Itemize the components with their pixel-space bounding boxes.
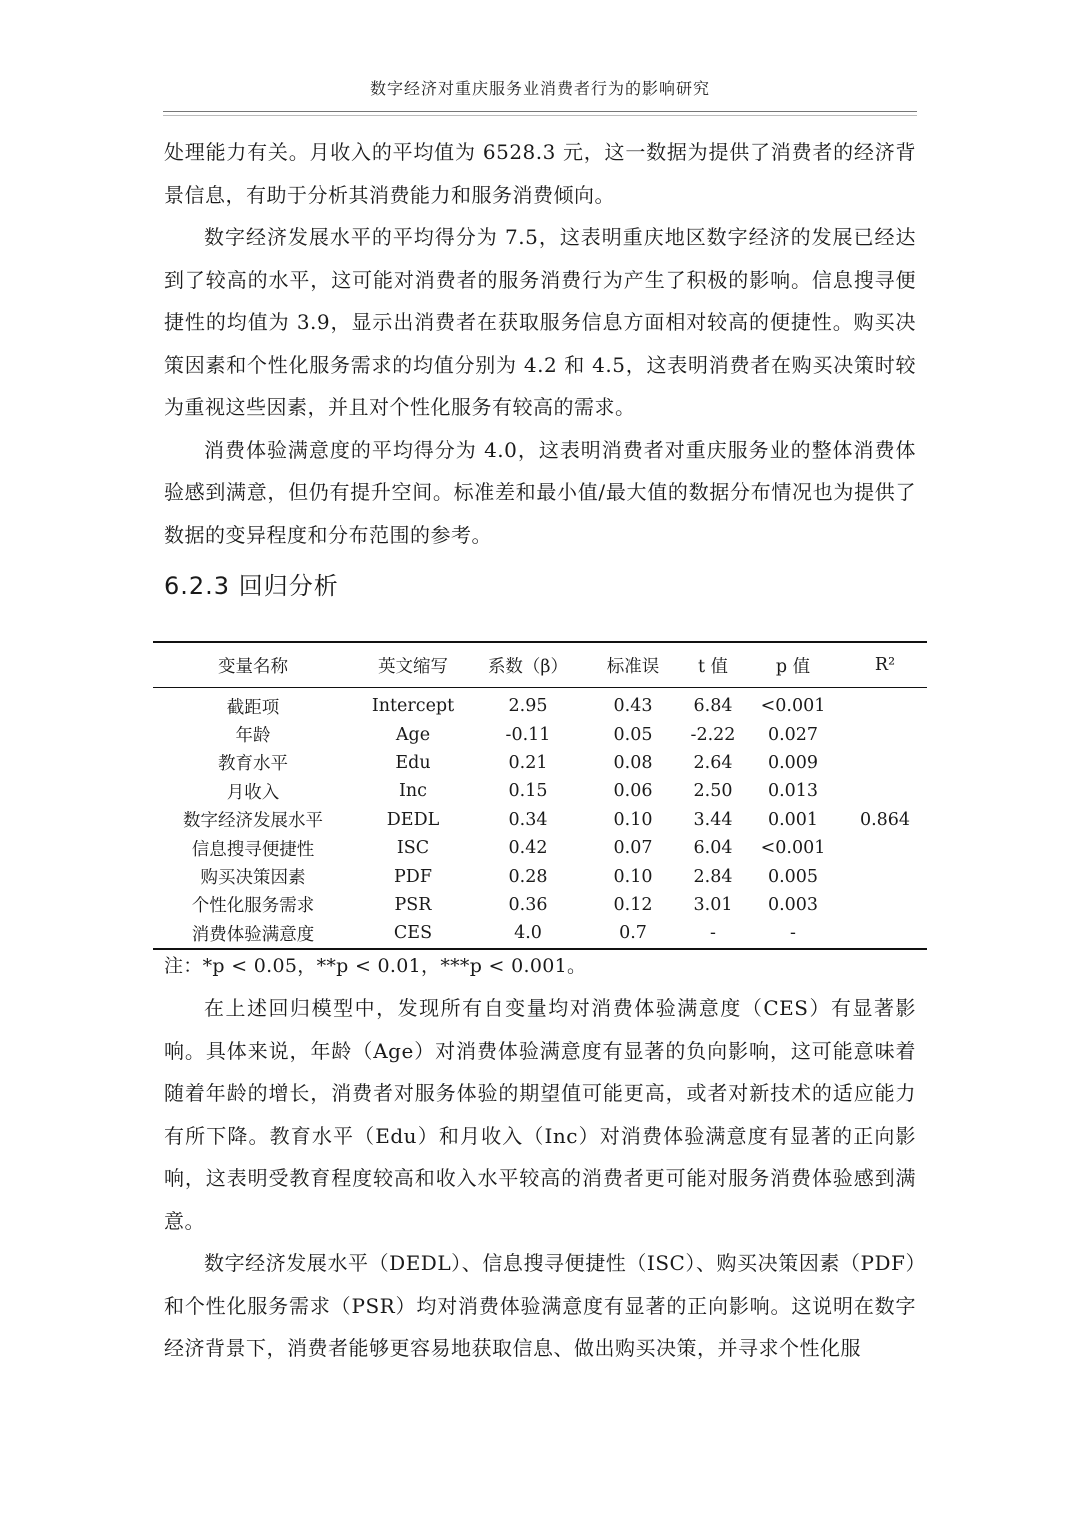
header-standard-error: 标准误 bbox=[606, 656, 660, 677]
cell-r-squared: 0.864 bbox=[859, 809, 911, 830]
header-t-value: t 值 bbox=[697, 656, 729, 677]
cell-r-squared bbox=[843, 688, 927, 721]
cell-standard-error: 0.43 bbox=[613, 696, 653, 717]
cell-r-squared bbox=[843, 777, 927, 805]
cell-abbreviation: Inc bbox=[399, 781, 427, 802]
table-note: 注：*p < 0.05，**p < 0.01，***p < 0.001。 bbox=[164, 955, 587, 977]
cell-t-value: 2.50 bbox=[693, 781, 733, 802]
cell-p-value: 0.003 bbox=[767, 894, 819, 915]
cell-p-value: 0.001 bbox=[767, 809, 819, 830]
header-r-squared: R² bbox=[874, 655, 896, 675]
table-row bbox=[153, 862, 927, 890]
cell-coefficient: 0.21 bbox=[508, 752, 548, 773]
header-abbreviation: 英文缩写 bbox=[378, 656, 448, 677]
table-row bbox=[153, 919, 927, 948]
table-row bbox=[153, 720, 927, 748]
table-row bbox=[153, 777, 927, 805]
cell-p-value: 0.005 bbox=[767, 866, 819, 887]
cell-standard-error: 0.12 bbox=[613, 894, 653, 915]
cell-standard-error: 0.7 bbox=[619, 923, 647, 944]
table-row bbox=[153, 749, 927, 777]
cell-t-value: 2.84 bbox=[693, 866, 733, 887]
cell-coefficient: 4.0 bbox=[514, 923, 542, 944]
cell-abbreviation: PDF bbox=[394, 866, 432, 887]
cell-t-value: - bbox=[710, 923, 716, 944]
cell-p-value: 0.009 bbox=[767, 752, 819, 773]
running-header: 数字经济对重庆服务业消费者行为的影响研究 bbox=[369, 79, 710, 98]
cell-p-value: <0.001 bbox=[760, 696, 826, 717]
cell-coefficient: 0.15 bbox=[508, 781, 548, 802]
cell-r-squared bbox=[843, 862, 927, 890]
cell-t-value: 3.44 bbox=[693, 809, 733, 830]
section-heading: 6.2.3 回归分析 bbox=[164, 572, 339, 600]
cell-variable-name: 年龄 bbox=[235, 726, 271, 747]
table-row bbox=[153, 688, 927, 721]
header-coefficient: 系数（β） bbox=[487, 656, 569, 677]
cell-variable-name: 消费体验满意度 bbox=[191, 924, 315, 945]
paragraph: 数字经济发展水平（DEDL）、信息搜寻便捷性（ISC）、购买决策因素（PDF）和个性化服务需求（PSR）均对消费体验满意度有显著的正向影响。这说明在数字经济背景下，消费者能够更容易地获取信息、做出购买决策，并寻求个性化服 bbox=[164, 1251, 916, 1360]
table-header-row bbox=[153, 642, 927, 688]
cell-r-squared bbox=[843, 919, 927, 948]
header-rule bbox=[163, 111, 917, 112]
cell-coefficient: 0.36 bbox=[508, 894, 548, 915]
cell-coefficient: 0.28 bbox=[508, 866, 548, 887]
cell-standard-error: 0.07 bbox=[613, 838, 653, 859]
cell-coefficient: 0.42 bbox=[508, 838, 548, 859]
cell-p-value: 0.013 bbox=[767, 781, 819, 802]
cell-t-value: 6.84 bbox=[693, 696, 733, 717]
cell-p-value: 0.027 bbox=[767, 724, 819, 745]
cell-coefficient: -0.11 bbox=[505, 724, 551, 745]
cell-coefficient: 0.34 bbox=[508, 809, 548, 830]
cell-abbreviation: CES bbox=[393, 923, 433, 944]
cell-r-squared bbox=[843, 891, 927, 919]
cell-t-value: -2.22 bbox=[690, 724, 736, 745]
paragraph: 消费体验满意度的平均得分为 4.0，这表明消费者对重庆服务业的整体消费体验感到满意，但仍有提升空间。标准差和最小值/最大值的数据分布情况也为提供了数据的变异程度和分布范围的参考。 bbox=[164, 437, 916, 547]
cell-t-value: 2.64 bbox=[693, 752, 733, 773]
body-text-top bbox=[164, 131, 916, 556]
cell-abbreviation: DEDL bbox=[386, 809, 440, 830]
table-row bbox=[153, 891, 927, 919]
cell-standard-error: 0.06 bbox=[613, 781, 653, 802]
cell-variable-name: 个性化服务需求 bbox=[191, 896, 315, 917]
paragraph: 数字经济发展水平的平均得分为 7.5，这表明重庆地区数字经济的发展已经达到了较高的水平，这可能对消费者的服务消费行为产生了积极的影响。信息搜寻便捷性的均值为 3.9，显示出消费者在获取服务信息方面相对较高的便捷性。购买决策因素和个性化服务需求的均值分别为 4.2 和 4.5，这表明消费者在购买决策时较为重视这些因素，并且对个性化服务有较高的需求。 bbox=[164, 225, 916, 419]
cell-abbreviation: ISC bbox=[396, 838, 430, 859]
cell-variable-name: 截距项 bbox=[226, 697, 280, 718]
cell-variable-name: 数字经济发展水平 bbox=[183, 811, 323, 832]
cell-p-value: <0.001 bbox=[760, 838, 826, 859]
table-row bbox=[153, 834, 927, 862]
cell-r-squared bbox=[843, 720, 927, 748]
cell-p-value: - bbox=[790, 923, 796, 944]
cell-t-value: 3.01 bbox=[693, 894, 733, 915]
cell-variable-name: 信息搜寻便捷性 bbox=[191, 839, 315, 860]
cell-t-value: 6.04 bbox=[693, 838, 733, 859]
cell-standard-error: 0.08 bbox=[613, 752, 653, 773]
paragraph: 处理能力有关。月收入的平均值为 6528.3 元，这一数据为提供了消费者的经济背景信息，有助于分析其消费能力和服务消费倾向。 bbox=[164, 140, 916, 207]
cell-variable-name: 购买决策因素 bbox=[200, 868, 306, 889]
header-rule-thin bbox=[163, 115, 917, 116]
body-text-bottom bbox=[164, 987, 916, 1370]
cell-standard-error: 0.10 bbox=[613, 866, 653, 887]
cell-r-squared bbox=[843, 749, 927, 777]
cell-abbreviation: PSR bbox=[394, 894, 432, 915]
cell-coefficient: 2.95 bbox=[508, 696, 548, 717]
cell-variable-name: 月收入 bbox=[226, 782, 280, 803]
cell-abbreviation: Edu bbox=[395, 752, 431, 773]
paragraph: 在上述回归模型中，发现所有自变量均对消费体验满意度（CES）有显著影响。具体来说，年龄（Age）对消费体验满意度有显著的负向影响，这可能意味着随着年龄的增长，消费者对服务体验的期望值可能更高，或者对新技术的适应能力有所下降。教育水平（Edu）和月收入（Inc）对消费体验满意度有显著的正向影响，这表明受教育程度较高和收入水平较高的消费者更可能对服务消费体验感到满意。 bbox=[164, 996, 916, 1233]
cell-r-squared bbox=[843, 834, 927, 862]
header-variable-name: 变量名称 bbox=[218, 656, 288, 677]
cell-abbreviation: Age bbox=[395, 724, 431, 745]
header-p-value: p 值 bbox=[775, 656, 811, 677]
table-row bbox=[153, 806, 927, 834]
regression-table bbox=[153, 641, 927, 950]
cell-variable-name: 教育水平 bbox=[218, 754, 288, 775]
cell-standard-error: 0.10 bbox=[613, 809, 653, 830]
cell-abbreviation: Intercept bbox=[371, 696, 455, 717]
cell-standard-error: 0.05 bbox=[613, 724, 653, 745]
